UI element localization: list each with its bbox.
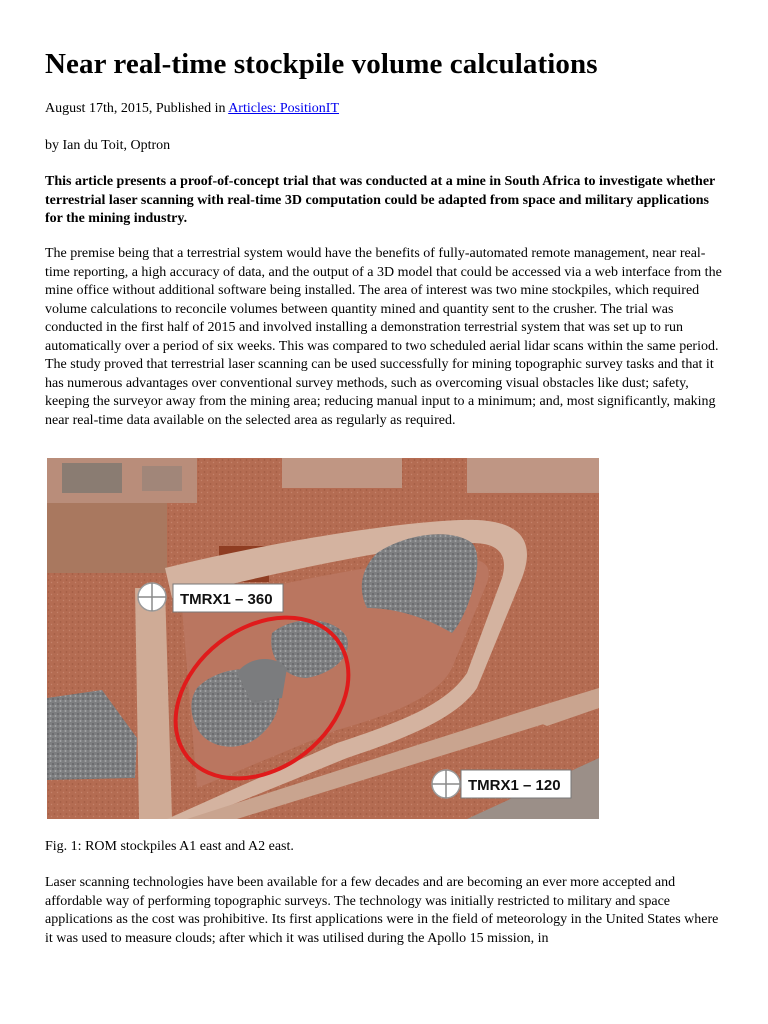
crosshair-icon	[432, 770, 460, 798]
lead-paragraph: This article presents a proof-of-concept trial that was conducted at a mine in South Africa to investigate whether terrestrial laser scanning with real-time 3D computation could be adapted from space and military applications for the mining industry.	[45, 174, 715, 226]
scanner-label-2: TMRX1 – 120	[468, 777, 561, 794]
article-title: Near real-time stockpile volume calculations	[45, 48, 598, 80]
body-paragraph-1: The premise being that a terrestrial system would have the benefits of fully-automated remote management, near real-time reporting, a high accuracy of data, and the output of a 3D model that could be accessed via a web interface from the mine office without additional software being installed. The area of interest was two mine stockpiles, which required volume calculations to reconcile volumes between quantity mined and quantity sent to the crusher. The trial was conducted in the first half of 2015 and involved installing a demonstration terrestrial system that was set up to run automatically over a period of six weeks. This was compared to two scheduled aerial lidar scans within the same period. The study proved that terrestrial laser scanning can be used successfully for mining topographic survey tasks and that it has numerous advantages over conventional survey methods, such as overcoming visual obstacles like dust; safety, keeping the surveyor away from the mining area; reducing manual input to a minimum; and, most significantly, making near real-time data available on the selected area as regularly as required.	[45, 246, 722, 428]
crosshair-icon	[138, 583, 166, 611]
category-link[interactable]: Articles: PositionIT	[228, 101, 340, 116]
author-byline: by Ian du Toit, Optron	[45, 138, 171, 153]
publish-date: August 17th, 2015, Published in	[45, 101, 229, 116]
figure-caption: Fig. 1: ROM stockpiles A1 east and A2 east.	[45, 839, 294, 854]
aerial-photo	[47, 458, 599, 819]
scanner-label-1: TMRX1 – 360	[180, 591, 273, 608]
body-paragraph-2: Laser scanning technologies have been available for a few decades and are becoming an ever more accepted and affordable way of performing topographic surveys. The technology was initially restricted to military and space applications as the cost was prohibitive. Its first applications were in the field of meteorology in the United States where it was used to measure clouds; after which it was utilised during the Apollo 15 mission, in	[45, 875, 719, 946]
article-meta	[45, 100, 339, 118]
